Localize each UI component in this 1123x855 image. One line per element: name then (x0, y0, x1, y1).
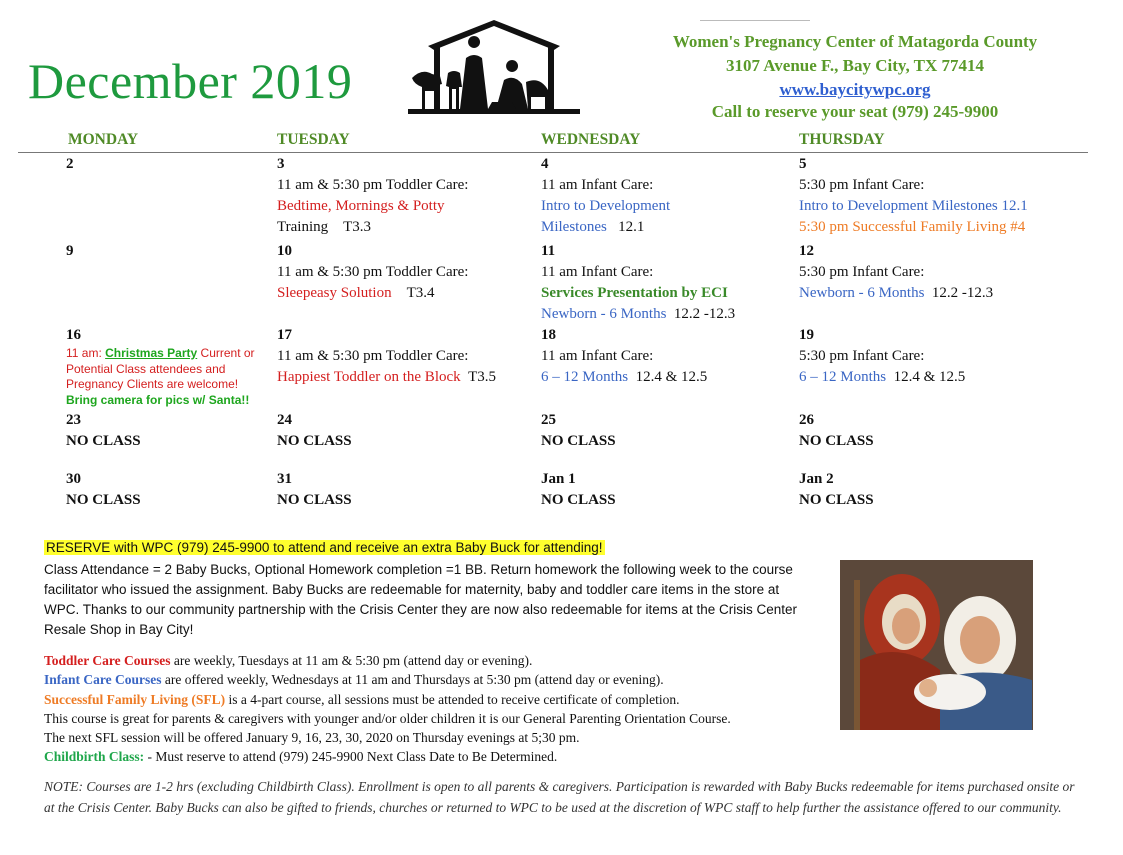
baby-bucks-paragraph: Class Attendance = 2 Baby Bucks, Optional Homework completion =1 BB. Return homework the following week to the course facilitator who issued the assignment. Baby Bucks are redeemable for maternity, baby and toddler care items in the store at WPC. Thanks to our community partnership with the Crisis Center they are now also redeemable for items at the Crisis Center Resale Shop in Bay City! (44, 562, 798, 637)
christmas-party-note: 11 am: Christmas Party Current or Potential Class attendees and Pregnancy Clients are welcome! (66, 346, 255, 391)
class-topic: Intro to Development Milestones 12.1 (799, 198, 1028, 214)
class-topic-cont: Training (277, 219, 329, 235)
calendar-cell (277, 325, 496, 388)
childbirth-text: - Must reserve to attend (979) 245-9900 Next Class Date to Be Determined. (144, 749, 558, 765)
calendar-cell (799, 469, 874, 511)
course-descriptions (44, 651, 834, 767)
class-time: 11 am & 5:30 pm Toddler Care: (277, 177, 469, 193)
calendar-cell (66, 325, 266, 408)
class-time: 5:30 pm Infant Care: (799, 348, 925, 364)
no-class-label: NO CLASS (277, 433, 352, 449)
day-number: Jan 2 (799, 471, 834, 487)
day-number: 31 (277, 471, 292, 487)
class-time: 11 am Infant Care: (541, 264, 654, 280)
calendar-cell (799, 410, 874, 452)
class-time: 5:30 pm Infant Care: (799, 177, 925, 193)
sfl-line-2: This course is great for parents & caregivers with younger and/or older children it is our General Parenting Orientation Course. (44, 710, 731, 726)
christmas-party-label: Christmas Party (105, 346, 198, 360)
day-number: 2 (66, 156, 74, 172)
calendar-cell (799, 241, 993, 304)
class-topic: Newborn - 6 Months (799, 285, 925, 301)
class-time: 5:30 pm Infant Care: (799, 264, 925, 280)
org-name: Women's Pregnancy Center of Matagorda County (672, 32, 1038, 51)
reserve-highlight: RESERVE with WPC (979) 245-9900 to attend and receive an extra Baby Buck for attending! (46, 540, 603, 555)
no-class-label: NO CLASS (541, 492, 616, 508)
day-number: 24 (277, 412, 292, 428)
day-number: 5 (799, 156, 807, 172)
class-topic: Happiest Toddler on the Block (277, 369, 461, 385)
day-number: 4 (541, 156, 549, 172)
calendar-cell (277, 154, 468, 238)
day-number: 18 (541, 327, 556, 343)
class-code: 12.2 -12.3 (673, 306, 736, 322)
day-number: 25 (541, 412, 556, 428)
day-header-tuesday: TUESDAY (277, 131, 350, 148)
calendar-cell (541, 410, 616, 452)
day-header-monday: MONDAY (68, 131, 139, 148)
org-phone: Call to reserve your seat (979) 245-9900 (711, 102, 999, 121)
day-number: 19 (799, 327, 814, 343)
class-topic: Bedtime, Mornings & Potty (277, 198, 445, 214)
no-class-label: NO CLASS (66, 433, 141, 449)
no-class-label: NO CLASS (541, 433, 616, 449)
toddler-courses-label: Toddler Care Courses (44, 653, 171, 668)
nativity-silhouette-icon (408, 18, 580, 114)
calendar-cell (799, 325, 965, 388)
nativity-photo (840, 560, 1033, 730)
day-header-wednesday: WEDNESDAY (541, 131, 641, 148)
calendar-cell (277, 410, 352, 452)
calendar-cell (277, 469, 352, 511)
class-topic: 6 – 12 Months (541, 369, 629, 385)
class-code: T3.3 (343, 219, 372, 235)
day-number: 12 (799, 243, 814, 259)
santa-note: Bring camera for pics w/ Santa!! (66, 392, 250, 407)
page-title: December 2019 (28, 53, 353, 109)
class-time: 11 am Infant Care: (541, 348, 654, 364)
class-code: T3.5 (468, 369, 497, 385)
org-website-link[interactable]: www.baycitywpc.org (779, 80, 931, 99)
calendar-cell (66, 241, 74, 262)
class-topic: 6 – 12 Months (799, 369, 887, 385)
class-time: 11 am & 5:30 pm Toddler Care: (277, 264, 469, 280)
infant-courses-text: are offered weekly, Wednesdays at 11 am and Thursdays at 5:30 pm (attend day or evening). (161, 672, 664, 688)
calendar-cell (66, 469, 141, 511)
class-time: 11 am & 5:30 pm Toddler Care: (277, 348, 469, 364)
class-code: 12.2 -12.3 (931, 285, 994, 301)
org-address: 3107 Avenue F., Bay City, TX 77414 (725, 56, 985, 75)
note-paragraph: NOTE: Courses are 1-2 hrs (excluding Childbirth Class). Enrollment is open to all parents & caregivers. Participation is rewarded with Baby Bucks redeemable for items purchased onsite or at the Crisis Center. Baby Bucks can also be gifted to friends, churches or returned to WPC to be used at the discretion of WPC staff to help further the assistance offered to our community. (44, 779, 1075, 815)
sfl-text: is a 4-part course, all sessions must be attended to receive certificate of completion. (225, 691, 680, 707)
class-topic: Intro to Development (541, 198, 671, 214)
no-class-label: NO CLASS (799, 433, 874, 449)
class-topic-cont: Milestones (541, 219, 607, 235)
day-number: 30 (66, 471, 81, 487)
class-topic: Newborn - 6 Months (541, 306, 667, 322)
class-topic-eci: Services Presentation by ECI (541, 285, 728, 301)
calendar-cell (799, 154, 1028, 238)
day-number: 10 (277, 243, 292, 259)
sfl-line-3: The next SFL session will be offered January 9, 16, 23, 30, 2020 on Thursday evenings at 5;30 pm. (44, 730, 580, 746)
day-number: 9 (66, 243, 74, 259)
top-rule (700, 20, 810, 21)
calendar-cell (541, 469, 616, 511)
class-code: T3.4 (406, 285, 435, 301)
no-class-label: NO CLASS (799, 492, 874, 508)
day-header-thursday: THURSDAY (799, 131, 885, 148)
header-divider (18, 152, 1088, 153)
day-number: 23 (66, 412, 81, 428)
childbirth-label: Childbirth Class: (44, 749, 145, 765)
no-class-label: NO CLASS (277, 492, 352, 508)
toddler-courses-text: are weekly, Tuesdays at 11 am & 5:30 pm (attend day or evening). (170, 653, 533, 668)
day-number: 26 (799, 412, 814, 428)
class-code: 12.1 (618, 219, 645, 235)
day-number: 3 (277, 156, 285, 172)
calendar-cell (66, 154, 74, 175)
class-code: 12.4 & 12.5 (635, 369, 708, 385)
infant-courses-label: Infant Care Courses (44, 672, 162, 688)
class-topic-sfl: 5:30 pm Successful Family Living #4 (799, 219, 1026, 235)
sfl-label: Successful Family Living (SFL) (44, 691, 226, 707)
calendar-cell (277, 241, 468, 304)
calendar-cell (541, 325, 707, 388)
class-time: 11 am Infant Care: (541, 177, 654, 193)
calendar-cell (66, 410, 141, 452)
day-number: 11 (541, 243, 556, 259)
calendar-cell (541, 241, 735, 325)
day-number: 17 (277, 327, 292, 343)
calendar-cell (541, 154, 670, 238)
day-number: Jan 1 (541, 471, 576, 487)
class-code: 12.4 & 12.5 (893, 369, 966, 385)
day-number: 16 (66, 327, 81, 343)
no-class-label: NO CLASS (66, 492, 141, 508)
class-topic: Sleepeasy Solution (277, 285, 392, 301)
